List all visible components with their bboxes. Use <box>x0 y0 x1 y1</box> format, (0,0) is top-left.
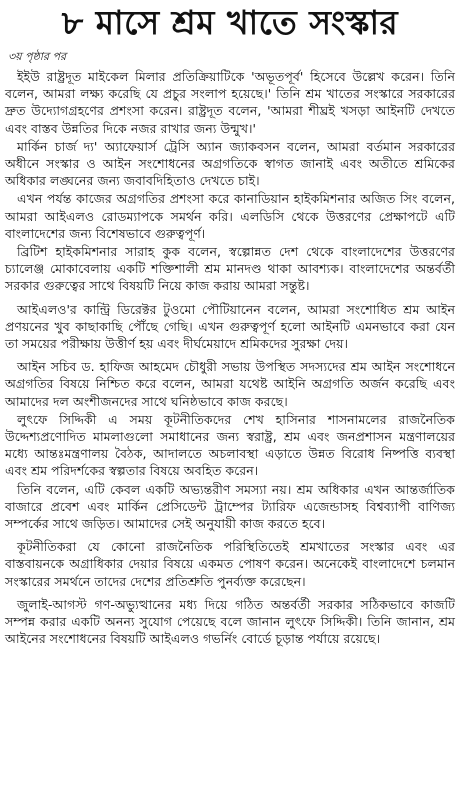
paragraph-interim-government: জুলাই-আগস্ট গণ-অভ্যুত্থানের মধ্য দিয়ে গঠিত অন্তর্বর্তী সরকার সঠিকভাবে কাজটি সম্পন্ন করার একটি অনন্য সুযোগ পেয়েছে বলে জানান লুৎফে সিদ্দিকী। তিনি জানান, শ্রম আইনের সংশোধনের বিষয়টি আইএলও গভর্নিং বোর্ডে চূড়ান্ত পর্যায়ে রয়েছে। <box>5 596 455 647</box>
paragraph-law-secretary: আইন সচিব ড. হাফিজ আহমেদ চৌধুরী সভায় উপস্থিত সদস্যদের শ্রম আইন সংশোধনে অগ্রগতির বিষয়ে নিশ্চিত করে বলেন, আমরা যথেষ্ট আইনি অগ্রগতি অর্জন করেছি এবং আমাদের দল অংশীজনদের সাথে ঘনিষ্ঠভাবে কাজ করছে। <box>5 359 455 409</box>
continuation-label: ৩য় পৃষ্ঠার পর <box>8 50 67 63</box>
paragraph-canadian-high-commissioner: এখন পর্যন্ত কাজের অগ্রগতির প্রশংসা করে কানাডিয়ান হাইকমিশনার অজিত সিং বলেন, আমরা আইএলও রোডম্যাপকে সমর্থন করি। এলডিসি থেকে উত্তরণের প্রেক্ষাপটে এটি বাংলাদেশের জন্য বিশেষভাবে গুরুত্বপূর্ণ। <box>5 191 455 241</box>
paragraph-diplomats-agreement: কূটনীতিকরা যে কোনো রাজনৈতিক পরিস্থিতিতেই শ্রমখাতের সংস্কার এবং এর বাস্তবায়নকে অগ্রাধিকার দেয়ার বিষয়ে একমত পোষণ করেন। অনেকেই বাংলাদেশে চলমান সংস্কারের সমর্থনে তাদের দেশের প্রতিশ্রুতি পুনর্ব্যক্ত করেছেন। <box>5 539 455 589</box>
paragraph-eu-ambassador: ইইউ রাষ্ট্রদূত মাইকেল মিলার প্রতিক্রিয়াটিকে 'অভূতপূর্ব' হিসেবে উল্লেখ করেন। তিনি বলেন, আমরা লক্ষ্য করেছি যে প্রচুর সংলাপ হয়েছে।' তিনি শ্রম খাতের সংস্কারে সরকারের দ্রুত উদ্যোগগ্রহণের প্রশংসা করেন। রাষ্ট্রদূত বলেন, 'আমরা শীঘ্রই খসড়া আইনটি দেখতে এবং বাস্তব উন্নতির দিকে নজর রাখার জন্য উন্মুখ।' <box>5 69 455 136</box>
paragraph-british-high-commissioner: ব্রিটিশ হাইকমিশনার সারাহ কুক বলেন, স্বল্পোন্নত দেশ থেকে বাংলাদেশের উত্তরণের চ্যালেঞ্জ মোকাবেলায় একটি শক্তিশালী শ্রম মানদণ্ড থাকা আবশ্যক। বাংলাদেশের অন্তর্বর্তী সরকার গুরুত্বের সাথে বিষয়টি নিয়ে কাজ করায় আমরা সন্তুষ্ট। <box>5 244 455 294</box>
paragraph-international-market: তিনি বলেন, এটি কেবল একটি অভ্যন্তরীণ সমস্যা নয়। শ্রম অধিকার এখন আন্তর্জাতিক বাজারে প্রবেশ এবং মার্কিন প্রেসিডেন্ট ট্রাম্পের ট্যারিফ এজেন্ডাসহ বিশ্বব্যাপী বাণিজ্য সম্পর্কের সাথে জড়িত। আমাদের সেই অনুযায়ী কাজ করতে হবে। <box>5 481 455 532</box>
paragraph-us-charge-daffaires: মার্কিন চার্জ দ্য' অ্যাফেয়ার্স ট্রেসি অ্যান জ্যাকবসন বলেন, আমরা বর্তমান সরকারের অধীনে সংস্কার ও আইন সংশোধনের অগ্রগতিকে স্বাগত জানাই এবং অতীতে শ্রমিকের অধিকার লঙ্ঘনের জন্য জবাবদিহিতাও দেখতে চাই। <box>5 138 455 189</box>
paragraph-ilo-country-director: আইএলও'র কান্ট্রি ডিরেক্টর টুওমো পৌটিয়ানেন বলেন, আমরা সংশোধিত শ্রম আইন প্রণয়নের খুব কাছাকাছি পৌঁছে গেছি। এখন গুরুত্বপূর্ণ হলো আইনটি এমনভাবে করা যেন তা সময়ের পরীক্ষায় উত্তীর্ণ হয় এবং দীর্ঘমেয়াদে শ্রমিকদের সুরক্ষা দেয়। <box>5 301 455 352</box>
article-body <box>5 68 455 648</box>
paragraph-lutfey-siddiqi-briefing: লুৎফে সিদ্দিকী এ সময় কূটনীতিকদের শেখ হাসিনার শাসনামলের রাজনৈতিক উদ্দেশ্যপ্রণোদিত মামলাগুলো সমাধানের জন্য স্বরাষ্ট্র, শ্রম এবং জনপ্রশাসন মন্ত্রণালয়ের মধ্যে আন্তঃমন্ত্রণালয় বৈঠক, আদালতে অচলাবস্থা এড়াতে উন্নত বিরোধ নিষ্পত্তি ব্যবস্থা এবং শ্রম পরিদর্শকের স্বল্পতার বিষয়ে অবহিত করেন। <box>5 411 455 479</box>
headline: ৮ মাসে শ্রম খাতে সংস্কার <box>61 3 399 42</box>
